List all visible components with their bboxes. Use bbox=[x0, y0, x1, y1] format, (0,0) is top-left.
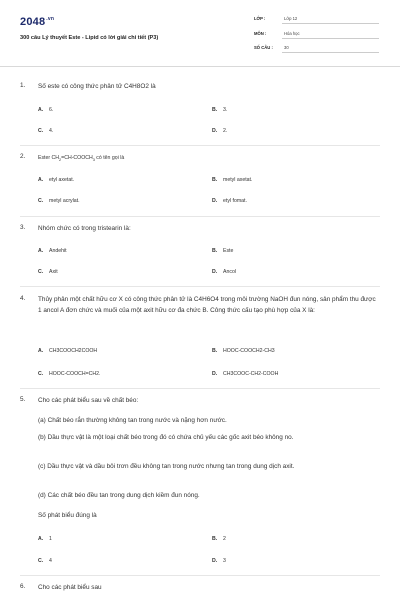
question-number: 2. bbox=[20, 153, 26, 160]
question-divider bbox=[20, 575, 380, 576]
statement-a: (a) Chất béo rắn thường không tan trong nước và nặng hơn nước. bbox=[38, 417, 227, 424]
option-text: etyl axetat. bbox=[49, 177, 75, 183]
option-text: Ancol bbox=[223, 269, 236, 275]
option-text: etyl fomat. bbox=[223, 198, 247, 204]
option-letter: C. bbox=[38, 371, 44, 377]
option-letter: A. bbox=[38, 248, 44, 254]
option-letter: C. bbox=[38, 269, 44, 275]
meta-divider bbox=[282, 38, 379, 39]
option-letter: A. bbox=[38, 536, 44, 542]
meta-mon-label: MÔN : bbox=[254, 31, 267, 36]
question-number: 5. bbox=[20, 396, 26, 403]
option-text: 3. bbox=[223, 107, 228, 113]
option-text: metyl acrylat. bbox=[49, 198, 80, 204]
option-letter: A. bbox=[38, 177, 44, 183]
option-letter: D. bbox=[212, 371, 218, 377]
formula-part: =CH-COOCH bbox=[61, 155, 93, 161]
statement-c: (c) Dầu thực vật và dầu bôi trơn đều không tan trong nước nhưng tan trong dung dịch axit. bbox=[38, 463, 295, 470]
question-divider bbox=[20, 388, 380, 389]
option-letter: B. bbox=[212, 107, 218, 113]
option-text: metyl axetat. bbox=[223, 177, 253, 183]
document-header bbox=[0, 0, 400, 66]
option-letter: D. bbox=[212, 558, 218, 564]
meta-divider bbox=[282, 52, 379, 53]
option-letter: D. bbox=[212, 198, 218, 204]
meta-mon-value: Hóa học bbox=[284, 31, 300, 36]
subscript: 3 bbox=[92, 158, 95, 163]
option-text: 2 bbox=[223, 536, 226, 542]
option-letter: D. bbox=[212, 269, 218, 275]
question-text: Thủy phân một chất hữu cơ X có công thức phân tử là C4H6O4 trong môi trường NaOH đun nóng, sản phẩm thu được 1 ancol A đơn chức và muối của một axit hữu cơ đa chức B. Công thức cấu tạo phù hợp của X là: bbox=[38, 296, 376, 314]
option-text: 6. bbox=[49, 107, 54, 113]
meta-lop-value: Lớp 12 bbox=[284, 16, 298, 21]
option-letter: B. bbox=[212, 248, 218, 254]
option-letter: B. bbox=[212, 348, 218, 354]
option-text: 4. bbox=[49, 128, 54, 134]
header-divider bbox=[0, 66, 400, 67]
site-logo[interactable] bbox=[20, 16, 54, 28]
option-text: 3 bbox=[223, 558, 226, 564]
statement-d: (d) Các chất béo đều tan trong dung dịch kiềm đun nóng. bbox=[38, 492, 200, 499]
question-number: 6. bbox=[20, 583, 26, 590]
question-text: Nhóm chức có trong tristearin là: bbox=[38, 225, 131, 232]
question-number: 1. bbox=[20, 82, 26, 89]
question-divider bbox=[20, 286, 380, 287]
question-number: 3. bbox=[20, 224, 26, 231]
formula-part: Ester CH bbox=[38, 155, 60, 161]
option-letter: C. bbox=[38, 558, 44, 564]
question-text bbox=[38, 153, 380, 166]
option-text: Axit bbox=[49, 269, 58, 275]
option-text: Andehit bbox=[49, 248, 67, 254]
logo-text: 2048 bbox=[20, 16, 46, 28]
meta-socau-label: SỐ CÂU : bbox=[254, 45, 273, 50]
option-text: HOOC-COOCH2-CH3 bbox=[223, 348, 275, 354]
question-text: Cho các phát biểu sau bbox=[38, 584, 102, 591]
option-letter: A. bbox=[38, 348, 44, 354]
option-text: 4 bbox=[49, 558, 52, 564]
option-letter: A. bbox=[38, 107, 44, 113]
logo-suffix: .vn bbox=[46, 16, 55, 22]
question-text: Cho các phát biểu sau về chất béo: bbox=[38, 397, 139, 404]
option-text: 2. bbox=[223, 128, 228, 134]
meta-lop-label: LỚP : bbox=[254, 16, 266, 21]
meta-socau-value: 30 bbox=[284, 45, 289, 50]
question-divider bbox=[20, 216, 380, 217]
question-divider bbox=[20, 145, 380, 146]
option-text: CH3COOC-CH2-COOH bbox=[223, 371, 279, 377]
statement-b: (b) Dầu thực vật là một loại chất béo trong đó có chứa chủ yếu các gốc axit béo không no. bbox=[38, 434, 294, 441]
option-text: Este bbox=[223, 248, 234, 254]
option-text: 1 bbox=[49, 536, 52, 542]
question-prompt: Số phát biểu đúng là bbox=[38, 512, 97, 519]
question-text-tail: có tên gọi là bbox=[94, 155, 125, 161]
option-letter: D. bbox=[212, 128, 218, 134]
subscript: 2 bbox=[59, 158, 62, 163]
question-text: Số este có công thức phân tử C4H8O2 là bbox=[38, 83, 156, 90]
option-text: CH3COOCH2COOH bbox=[49, 348, 98, 354]
page-title: 300 câu Lý thuyết Este - Lipid có lời giải chi tiết (P3) bbox=[20, 35, 159, 41]
option-letter: B. bbox=[212, 536, 218, 542]
option-letter: C. bbox=[38, 128, 44, 134]
option-letter: B. bbox=[212, 177, 218, 183]
question-number: 4. bbox=[20, 295, 26, 302]
meta-divider bbox=[282, 23, 379, 24]
option-text: HOOC-COOCH=CH2. bbox=[49, 371, 101, 377]
option-letter: C. bbox=[38, 198, 44, 204]
